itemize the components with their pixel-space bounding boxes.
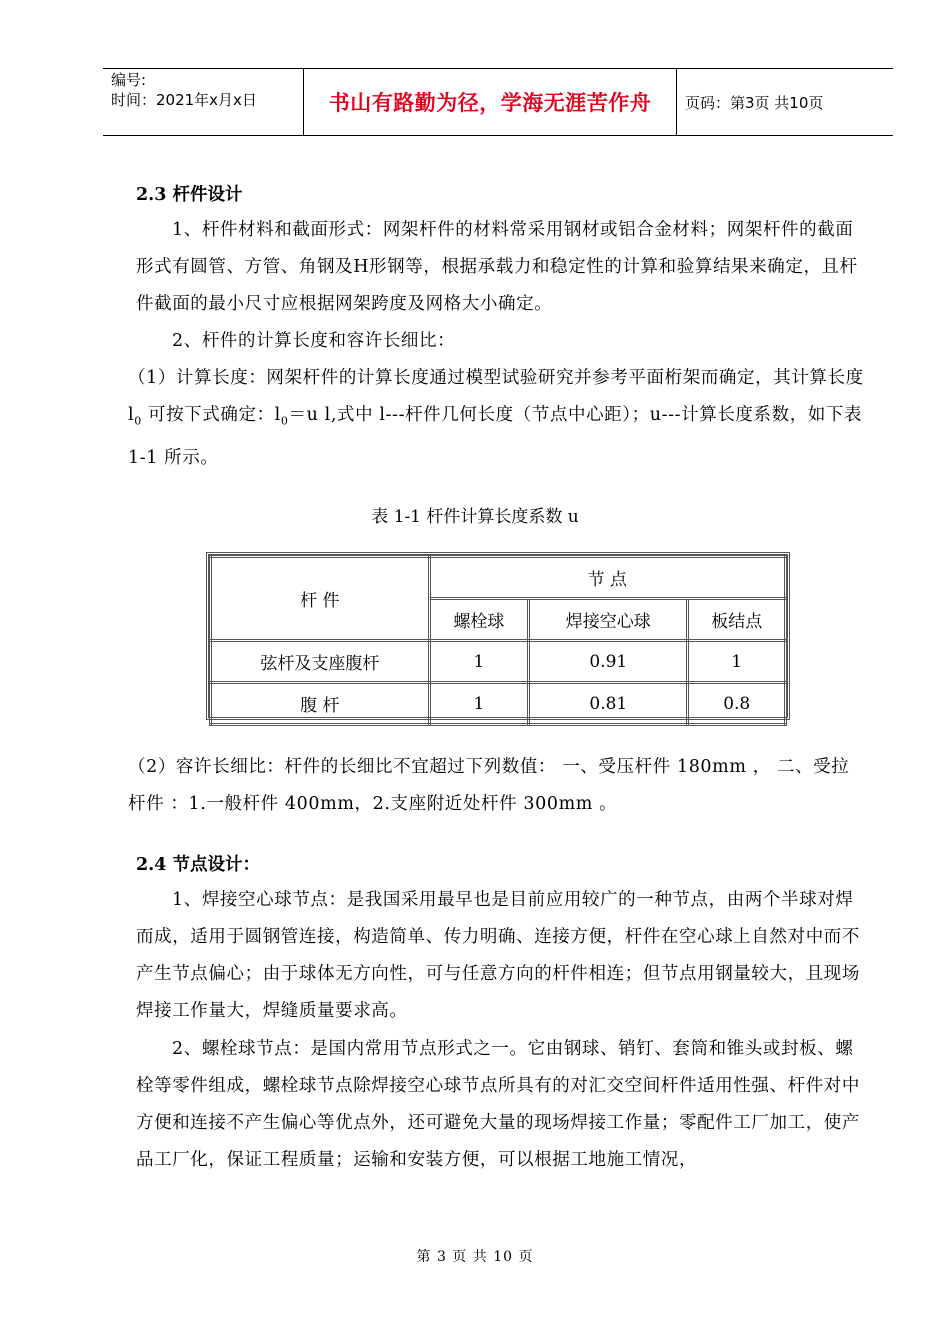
row-label: 腹 杆 bbox=[211, 683, 430, 725]
document-number-label: 编号: bbox=[111, 71, 147, 89]
document-date: 时间：2021年x月x日 bbox=[111, 91, 257, 109]
table-cell: 0.8 bbox=[688, 683, 786, 725]
header-meta bbox=[111, 70, 257, 110]
table-row bbox=[211, 641, 786, 683]
column-header: 焊接空心球 bbox=[529, 599, 688, 641]
paragraph-calc-length bbox=[128, 360, 866, 477]
paragraph-welded-ball: 1、焊接空心球节点：是我国采用最早也是目前应用较广的一种节点，由两个半球对焊而成，适用于圆钢管连接，构造简单、传力明确、连接方便，杆件在空心球上自然对中而不产生节点偏心；由于球体无方向性，可与任意方向的杆件相连；但节点用钢量较大，且现场焊接工作量大，焊缝质量要求高。 bbox=[136, 890, 860, 1021]
calc-length-text-b: 可按下式确定：l bbox=[141, 405, 281, 425]
table-cell: 1 bbox=[429, 683, 528, 725]
section-heading-2-3: 2.3 杆件设计 bbox=[136, 185, 243, 205]
node-header-cell: 节 点 bbox=[429, 557, 785, 599]
table-cell: 0.81 bbox=[529, 683, 688, 725]
calc-length-text-c: ＝u l,式中 l---杆件几何长度（节点中心距）；u---计算长度系数，如下表 1-1 所示。 bbox=[128, 405, 863, 468]
rod-header-cell: 杆 件 bbox=[211, 557, 430, 641]
column-header: 螺栓球 bbox=[429, 599, 528, 641]
paragraph-slenderness: （2）容许长细比：杆件的长细比不宜超过下列数值： 一、受压杆件 180mm ， 二、受拉杆件 ：1.一般杆件 400mm，2.支座附近处杆件 300mm 。 bbox=[128, 757, 850, 814]
calc-length-text-a: （1）计算长度：网架杆件的计算长度通过模型试验研究并参考平面桁架而确定，其计算长度 l bbox=[128, 368, 864, 425]
column-header: 板结点 bbox=[688, 599, 786, 641]
table-cell: 1 bbox=[429, 641, 528, 683]
paragraph-length-intro: 2、杆件的计算长度和容许长细比： bbox=[172, 331, 456, 351]
table-row bbox=[211, 683, 786, 725]
table-cell: 0.91 bbox=[529, 641, 688, 683]
table-cell: 1 bbox=[688, 641, 786, 683]
header-divider bbox=[676, 68, 677, 136]
page-header bbox=[103, 68, 893, 136]
header-motto: 书山有路勤为径，学海无涯苦作舟 bbox=[328, 91, 652, 115]
paragraph-bolt-ball: 2、螺栓球节点：是国内常用节点形式之一。它由钢球、销钉、套筒和锥头或封板、螺栓等零件组成，螺栓球节点除焊接空心球节点所具有的对汇交空间杆件适用性强、杆件对中方便和连接不产生偏心等优点外，还可避免大量的现场焊接工作量；零配件工厂加工，使产品工厂化，保证工程质量；运输和安装方便，可以根据工地施工情况， bbox=[136, 1039, 860, 1170]
table-caption: 表 1-1 杆件计算长度系数 u bbox=[371, 507, 579, 527]
subscript-zero: 0 bbox=[134, 414, 142, 428]
page-footer: 第 3 页 共 10 页 bbox=[416, 1249, 534, 1265]
subscript-zero: 0 bbox=[280, 414, 289, 428]
paragraph-materials: 1、杆件材料和截面形式：网架杆件的材料常采用钢材或铝合金材料；网架杆件的截面形式有圆管、方管、角钢及H形钢等，根据承载力和稳定性的计算和验算结果来确定，且杆件截面的最小尺寸应根据网架跨度及网格大小确定。 bbox=[136, 220, 858, 314]
coefficient-table bbox=[206, 552, 790, 720]
section-heading-2-4: 2.4 节点设计： bbox=[136, 855, 261, 875]
header-page-info: 页码：第3页 共10页 bbox=[685, 93, 824, 112]
row-label: 弦杆及支座腹杆 bbox=[211, 641, 430, 683]
